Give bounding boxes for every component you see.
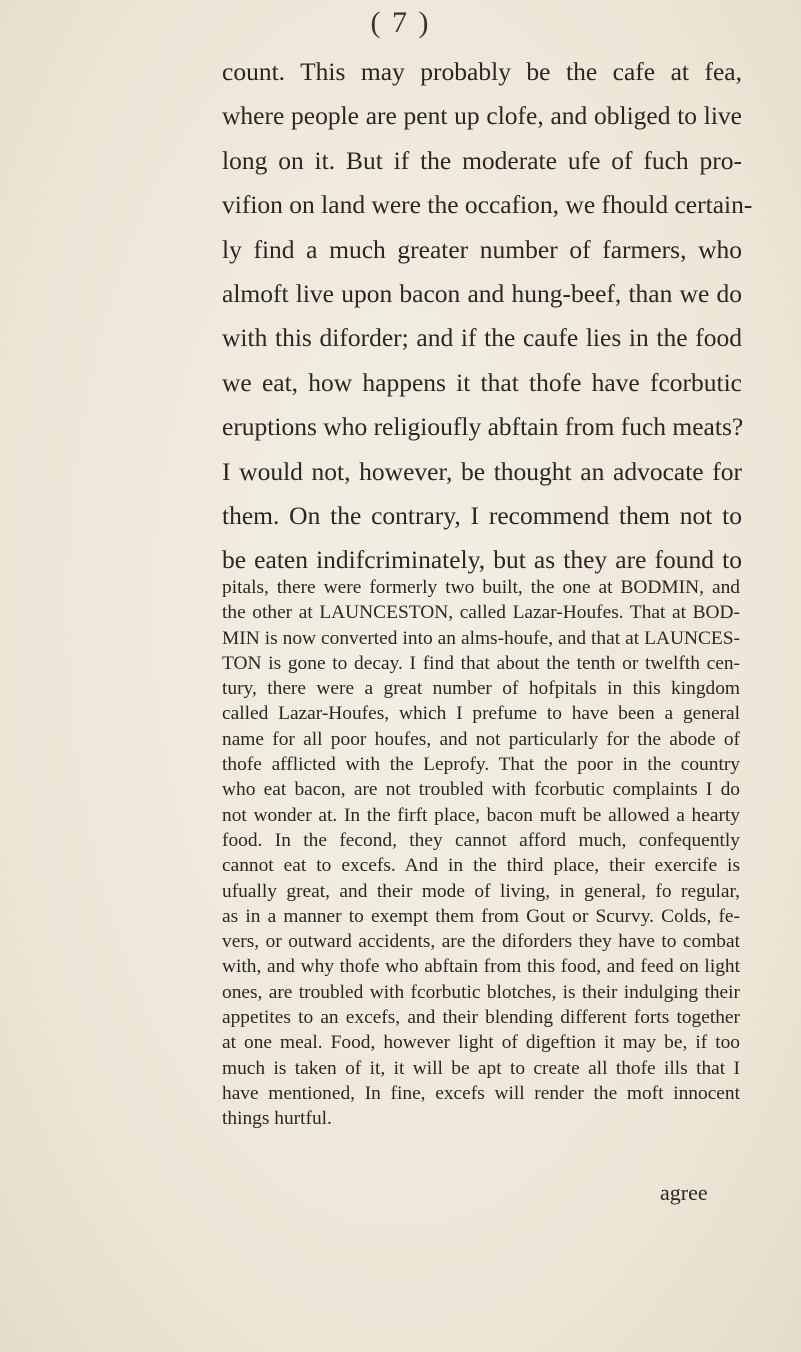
main-line: be eaten indifcriminately, but as they are found to — [222, 545, 742, 575]
page-number: ( 7 ) — [370, 6, 431, 39]
note-line: MIN is now converted into an alms-houfe, and that at LAUNCES- — [222, 627, 740, 649]
note-line: things hurtful. — [222, 1108, 332, 1130]
catchword: agree — [660, 1180, 708, 1205]
main-line: count. This may probably be the cafe at fea, — [222, 57, 742, 86]
note-line: thofe afflicted with the Leprofy. That the poor in the country — [222, 754, 740, 776]
main-line: we eat, how happens it that thofe have fcorbutic — [222, 367, 742, 397]
note-line: ufually great, and their mode of living, in general, fo regular, — [222, 880, 740, 902]
main-line: almoft live upon bacon and hung-beef, than we do — [222, 279, 742, 309]
note-line: cannot eat to excefs. And in the third place, their exercife is — [222, 855, 740, 877]
note-line: name for all poor houfes, and not particularly for the abode of — [222, 728, 740, 750]
note-line: as in a manner to exempt them from Gout or Scurvy. Colds, fe- — [222, 905, 740, 927]
note-line: tury, there were a great number of hofpitals in this kingdom — [222, 678, 740, 700]
note-line: who eat bacon, are not troubled with fcorbutic complaints I do — [222, 779, 740, 801]
note-line: TON is gone to decay. I find that about the tenth or twelfth cen- — [222, 652, 740, 674]
main-text — [222, 50, 753, 583]
note-line: vers, or outward accidents, are the diforders they have to combat — [222, 931, 740, 953]
main-line: with this diforder; and if the caufe lies in the food — [222, 323, 742, 353]
note-line: have mentioned, In fine, excefs will render the moft innocent — [222, 1082, 740, 1104]
main-line: them. On the contrary, I recommend them not to — [222, 501, 742, 531]
note-line: not wonder at. In the firft place, bacon muft be allowed a hearty — [222, 804, 740, 826]
note-line: pitals, there were formerly two built, the one at BODMIN, and — [222, 577, 740, 598]
note-line: appetites to an excefs, and their blending different forts together — [222, 1007, 740, 1029]
note-line: ones, are troubled with fcorbutic blotches, is their indulging their — [222, 981, 740, 1003]
footnote-text — [222, 575, 740, 1132]
note-line: with, and why thofe who abftain from this food, and feed on light — [222, 956, 740, 978]
note-line: called Lazar-Houfes, which I prefume to have been a general — [222, 703, 740, 725]
note-line: food. In the fecond, they cannot afford much, confequently — [222, 829, 740, 851]
note-line: the other at LAUNCESTON, called Lazar-Houfes. That at BOD- — [222, 602, 740, 624]
main-line: ly find a much greater number of farmers, who — [222, 234, 742, 264]
main-line: vifion on land were the occafion, we fhould certain- — [222, 190, 753, 220]
main-line: long on it. But if the moderate ufe of fuch pro- — [222, 145, 742, 175]
main-line: I would not, however, be thought an advocate for — [222, 456, 742, 486]
main-line: eruptions who religioufly abftain from fuch meats? — [222, 412, 744, 442]
note-line: at one meal. Food, however light of digeftion it may be, if too — [222, 1032, 740, 1054]
main-line: where people are pent up clofe, and obliged to live — [222, 101, 742, 131]
note-line: much is taken of it, it will be apt to create all thofe ills that I — [222, 1057, 740, 1079]
